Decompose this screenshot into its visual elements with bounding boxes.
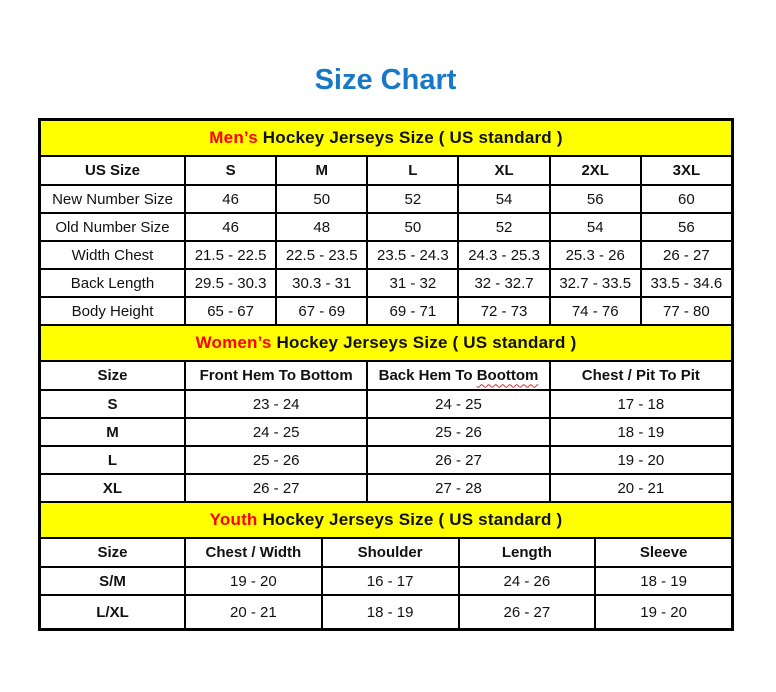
womens-column-header-row	[40, 361, 732, 390]
table-cell: 22.5 - 23.5	[276, 241, 367, 269]
table-cell: 48	[276, 213, 367, 241]
col-header-front-hem: Front Hem To Bottom	[185, 361, 367, 390]
table-row-womens-m	[40, 418, 732, 446]
table-cell: 20 - 21	[550, 474, 732, 502]
table-cell: 24 - 26	[459, 567, 596, 595]
table-cell: 74 - 76	[550, 297, 641, 325]
table-cell: 26 - 27	[367, 446, 549, 474]
table-cell: 46	[185, 185, 276, 213]
table-cell: 46	[185, 213, 276, 241]
table-cell: 25 - 26	[185, 446, 367, 474]
table-row-back-length	[40, 269, 732, 297]
table-cell: 56	[550, 185, 641, 213]
table-cell: 52	[458, 213, 549, 241]
youth-title-rest: Hockey Jerseys Size ( US standard )	[257, 510, 563, 530]
table-cell: 24 - 25	[185, 418, 367, 446]
table-row-womens-xl	[40, 474, 732, 502]
table-cell: 32 - 32.7	[458, 269, 549, 297]
table-row-body-height	[40, 297, 732, 325]
table-cell: 25.3 - 26	[550, 241, 641, 269]
table-cell: 50	[276, 185, 367, 213]
table-cell: 19 - 20	[550, 446, 732, 474]
table-cell: 23 - 24	[185, 390, 367, 418]
table-cell: 24.3 - 25.3	[458, 241, 549, 269]
table-cell: 30.3 - 31	[276, 269, 367, 297]
table-cell: 72 - 73	[458, 297, 549, 325]
col-header-2xl: 2XL	[550, 156, 641, 185]
table-cell: 19 - 20	[185, 567, 322, 595]
table-cell: 18 - 19	[550, 418, 732, 446]
col-header-us-size: US Size	[40, 156, 185, 185]
col-header-size: Size	[40, 538, 185, 567]
mens-size-table	[39, 119, 733, 326]
mens-title-highlight: Men’s	[209, 128, 258, 148]
table-cell: 16 - 17	[322, 567, 459, 595]
table-cell: 65 - 67	[185, 297, 276, 325]
mens-title-rest: Hockey Jerseys Size ( US standard )	[257, 128, 563, 148]
col-header-sleeve: Sleeve	[595, 538, 732, 567]
table-cell: 26 - 27	[459, 595, 596, 629]
womens-section-header	[40, 325, 732, 361]
table-cell: 18 - 19	[595, 567, 732, 595]
table-cell: 21.5 - 22.5	[185, 241, 276, 269]
table-cell: 77 - 80	[641, 297, 732, 325]
table-cell: 19 - 20	[595, 595, 732, 629]
youth-column-header-row	[40, 538, 732, 567]
table-cell: 26 - 27	[185, 474, 367, 502]
page-title: Size Chart	[314, 64, 457, 96]
table-cell: 27 - 28	[367, 474, 549, 502]
table-row-width-chest	[40, 241, 732, 269]
col-header-length: Length	[459, 538, 596, 567]
youth-size-table	[39, 501, 733, 630]
row-label: XL	[40, 474, 185, 502]
table-cell: 18 - 19	[322, 595, 459, 629]
back-hem-prefix: Back Hem To	[378, 367, 477, 385]
row-label: Width Chest	[40, 241, 185, 269]
row-label: Back Length	[40, 269, 185, 297]
table-cell: 20 - 21	[185, 595, 322, 629]
col-header-m: M	[276, 156, 367, 185]
col-header-s: S	[185, 156, 276, 185]
col-header-chest-width: Chest / Width	[185, 538, 322, 567]
col-header-xl: XL	[458, 156, 549, 185]
table-cell: 32.7 - 33.5	[550, 269, 641, 297]
row-label: Old Number Size	[40, 213, 185, 241]
table-cell: 60	[641, 185, 732, 213]
table-cell: 52	[367, 185, 458, 213]
col-header-size: Size	[40, 361, 185, 390]
table-cell: 69 - 71	[367, 297, 458, 325]
table-cell: 23.5 - 24.3	[367, 241, 458, 269]
table-cell: 25 - 26	[367, 418, 549, 446]
col-header-shoulder: Shoulder	[322, 538, 459, 567]
table-cell: 24 - 25	[367, 390, 549, 418]
table-row-youth-sm	[40, 567, 732, 595]
table-cell: 26 - 27	[641, 241, 732, 269]
table-cell: 54	[458, 185, 549, 213]
col-header-back-hem	[367, 361, 549, 390]
youth-section-header-row	[40, 502, 732, 538]
row-label: New Number Size	[40, 185, 185, 213]
youth-section-header	[40, 502, 732, 538]
womens-title-highlight: Women’s	[195, 333, 272, 353]
row-label: L	[40, 446, 185, 474]
col-header-l: L	[367, 156, 458, 185]
row-label: S	[40, 390, 185, 418]
table-cell: 29.5 - 30.3	[185, 269, 276, 297]
table-cell: 54	[550, 213, 641, 241]
table-row-new-number-size	[40, 185, 732, 213]
table-row-youth-lxl	[40, 595, 732, 629]
table-row-womens-l	[40, 446, 732, 474]
col-header-3xl: 3XL	[641, 156, 732, 185]
womens-section-header-row	[40, 325, 732, 361]
womens-title-rest: Hockey Jerseys Size ( US standard )	[271, 333, 577, 353]
row-label: L/XL	[40, 595, 185, 629]
table-cell: 50	[367, 213, 458, 241]
table-cell: 17 - 18	[550, 390, 732, 418]
youth-title-highlight: Youth	[209, 510, 258, 530]
size-chart	[38, 118, 734, 631]
mens-section-header-row	[40, 120, 732, 156]
back-hem-misspelled-word: Boottom	[476, 367, 539, 385]
table-cell: 31 - 32	[367, 269, 458, 297]
row-label: Body Height	[40, 297, 185, 325]
row-label: S/M	[40, 567, 185, 595]
womens-size-table	[39, 324, 733, 503]
table-cell: 56	[641, 213, 732, 241]
col-header-chest-pit: Chest / Pit To Pit	[550, 361, 732, 390]
table-cell: 67 - 69	[276, 297, 367, 325]
mens-column-header-row	[40, 156, 732, 185]
mens-section-header	[40, 120, 732, 156]
row-label: M	[40, 418, 185, 446]
table-row-womens-s	[40, 390, 732, 418]
table-row-old-number-size	[40, 213, 732, 241]
table-cell: 33.5 - 34.6	[641, 269, 732, 297]
